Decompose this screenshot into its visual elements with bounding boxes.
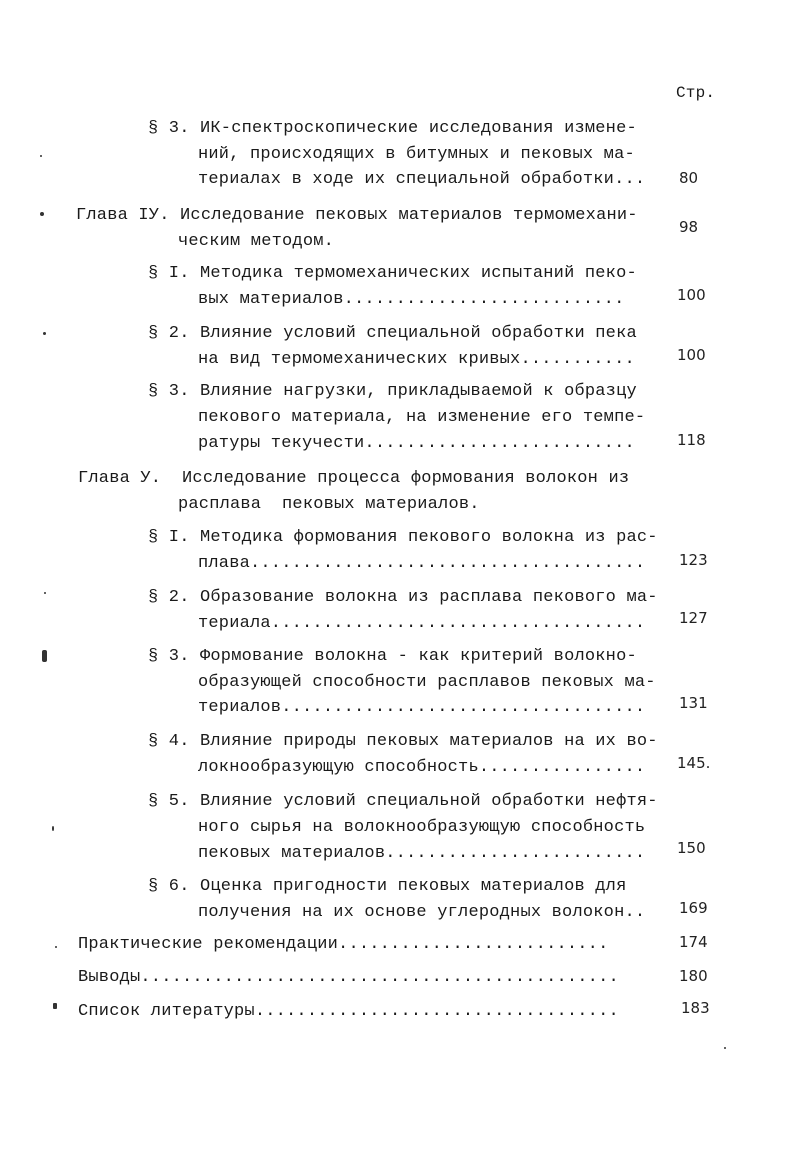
entry-line: плава...................................... [198,554,646,573]
page-number: 131 [679,694,708,712]
page-number: 100 [677,346,706,364]
page-number: 180 [679,967,708,985]
entry-line: § I. Методика формования пекового волокна из рас- [148,528,658,547]
entry-line: ний, происходящих в битумных и пековых ма- [198,145,635,164]
entry-line: § 6. Оценка пригодности пековых материалов для [148,877,627,896]
page-number: 169 [679,899,708,917]
entry-line: териалов................................... [198,698,646,717]
entry-line: § 4. Влияние природы пековых материалов на их во- [148,732,658,751]
entry-line: § 5. Влияние условий специальной обработки нефтя- [148,792,658,811]
chapter-heading-line: Глава У. Исследование процесса формования волокон из [78,469,630,488]
entry-line: § 2. Влияние условий специальной обработки пека [148,324,637,343]
entry-line: териалах в ходе их специальной обработки... [198,170,646,189]
entry-line: на вид термомеханических кривых........... [198,350,635,369]
entry-line: пекового материала, на изменение его темпе- [198,408,646,427]
scan-speck [724,1047,726,1049]
entry-line: локнообразующую способность................ [198,758,646,777]
page-number: 80 [679,169,699,187]
entry-line: § 3. Влияние нагрузки, прикладываемой к образцу [148,382,637,401]
chapter-heading-line: ческим методом. [178,232,335,251]
page-number: 150 [677,839,706,857]
entry-line: ного сырья на волокнообразующую способность [198,818,646,837]
page-number: 127 [679,609,708,627]
entry-line: Практические рекомендации.......................... [78,935,609,954]
entry-line: образующей способности расплавов пековых ма- [198,673,656,692]
entry-line: получения на их основе углеродных волокон.. [198,903,646,922]
entry-line: ратуры текучести.......................... [198,434,635,453]
entry-line: Выводы.............................................. [78,968,619,987]
chapter-heading-line: расплава пековых материалов. [178,495,480,514]
scan-speck [40,155,42,157]
entry-line: § 3. Формование волокна - как критерий волокно- [148,647,637,666]
page-number: 174 [679,933,708,951]
entry-line: § I. Методика термомеханических испытаний пеко- [148,264,637,283]
page-number: 123 [679,551,708,569]
scan-speck [43,332,46,335]
page-number: 118 [677,431,706,449]
scan-speck [42,650,47,662]
page-number: 183 [681,999,710,1017]
page-column-header: Стр. [676,84,716,102]
entry-line: териала.................................... [198,614,646,633]
entry-line: § 2. Образование волокна из расплава пекового ма- [148,588,658,607]
scan-speck [55,946,57,948]
entry-line: § 3. ИК-спектроскопические исследования измене- [148,119,637,138]
chapter-heading-line: Глава IУ. Исследование пековых материалов термомехани- [76,206,638,225]
page-number: 100 [677,286,706,304]
page-number: 145. [677,754,711,772]
entry-line: вых материалов........................... [198,290,625,309]
scan-speck [52,826,54,831]
page-number: 98 [679,218,699,236]
scan-speck [40,212,44,216]
entry-line: Список литературы................................... [78,1002,619,1021]
scan-speck [44,592,46,594]
entry-line: пековых материалов......................... [198,844,646,863]
scan-speck [53,1003,57,1009]
